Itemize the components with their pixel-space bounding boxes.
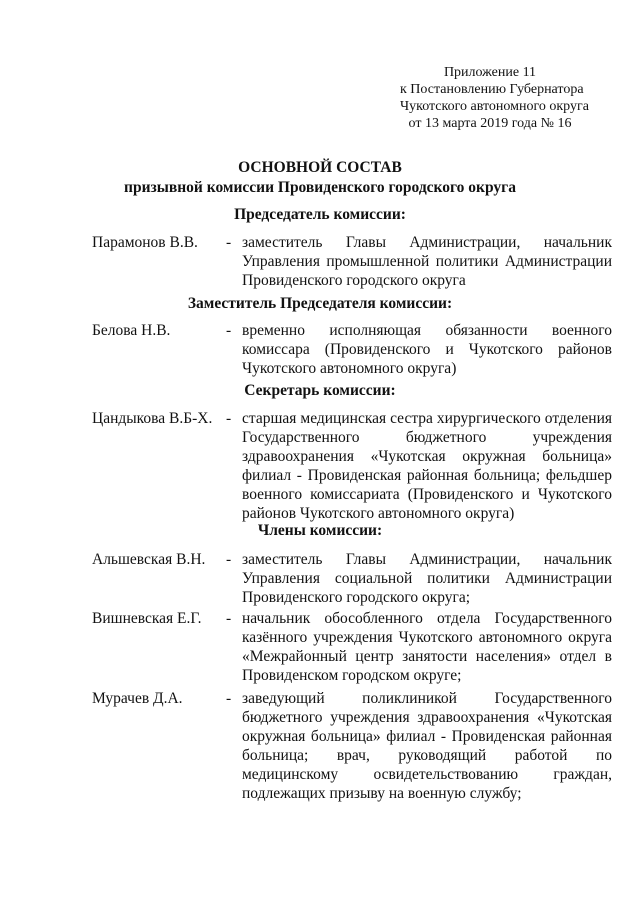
member-description: заведующий поликлиникой Государственного бюджетного учреждения здравоохранения «Чукотская окружная больница» филиал - Провиденская районная больница; врач, руководящий работой по медицинскому освидетельствованию граждан, подлежащих призыву на военную службу; xyxy=(242,690,612,802)
member-description: начальник обособленного отдела Государственного казённого учреждения Чукотского автономного округа «Межрайонный центр занятости населения» отдел в Провиденском городском округе; xyxy=(242,610,612,684)
appendix-block xyxy=(400,64,589,132)
member-name: Цандыкова В.Б-Х. xyxy=(92,410,213,427)
section-heading-chairman: Председатель комиссии: xyxy=(234,206,406,223)
appendix-line: Приложение 11 xyxy=(443,65,537,80)
member-name: Парамонов В.В. xyxy=(92,234,198,251)
member-dash: - xyxy=(226,551,232,568)
member-description: заместитель Главы Администрации, начальник Управления социальной политики Администрации Провиденского городского округа; xyxy=(242,551,612,606)
section-heading-deputy: Заместитель Председателя комиссии: xyxy=(187,295,453,312)
member-dash: - xyxy=(226,690,232,707)
section-heading-members: Члены комиссии: xyxy=(257,522,383,539)
title-line-2: призывной комиссии Провиденского городского округа xyxy=(124,179,516,196)
member-description: заместитель Главы Администрации, начальник Управления промышленной политики Администрации Провиденского городского округа xyxy=(242,234,612,289)
member-dash: - xyxy=(226,234,232,251)
member-description: старшая медицинская сестра хирургического отделения Государственного бюджетного учреждения здравоохранения «Чукотская окружная больница» филиал - Провиденская районная больница; фельдшер военного комиссариата (Провиденского и Чукотского районов Чукотского автономного округа) xyxy=(242,410,612,522)
document-title xyxy=(0,158,640,198)
member-name: Белова Н.В. xyxy=(92,322,171,339)
section-heading-secretary: Секретарь комиссии: xyxy=(244,382,396,399)
member-name: Мурачев Д.А. xyxy=(92,690,183,707)
member-dash: - xyxy=(226,610,232,627)
appendix-line: от 13 марта 2019 года № 16 xyxy=(408,116,572,131)
member-dash: - xyxy=(226,410,232,427)
appendix-line: Чукотского автономного округа xyxy=(400,99,589,114)
appendix-line: к Постановлению Губернатора xyxy=(400,82,584,97)
member-dash: - xyxy=(226,322,232,339)
member-description: временно исполняющая обязанности военного комиссара (Провиденского и Чукотского районов Чукотского автономного округа) xyxy=(242,322,612,377)
member-name: Вишневская Е.Г. xyxy=(92,610,202,627)
title-line-1: ОСНОВНОЙ СОСТАВ xyxy=(238,159,402,176)
member-name: Альшевская В.Н. xyxy=(92,551,206,568)
